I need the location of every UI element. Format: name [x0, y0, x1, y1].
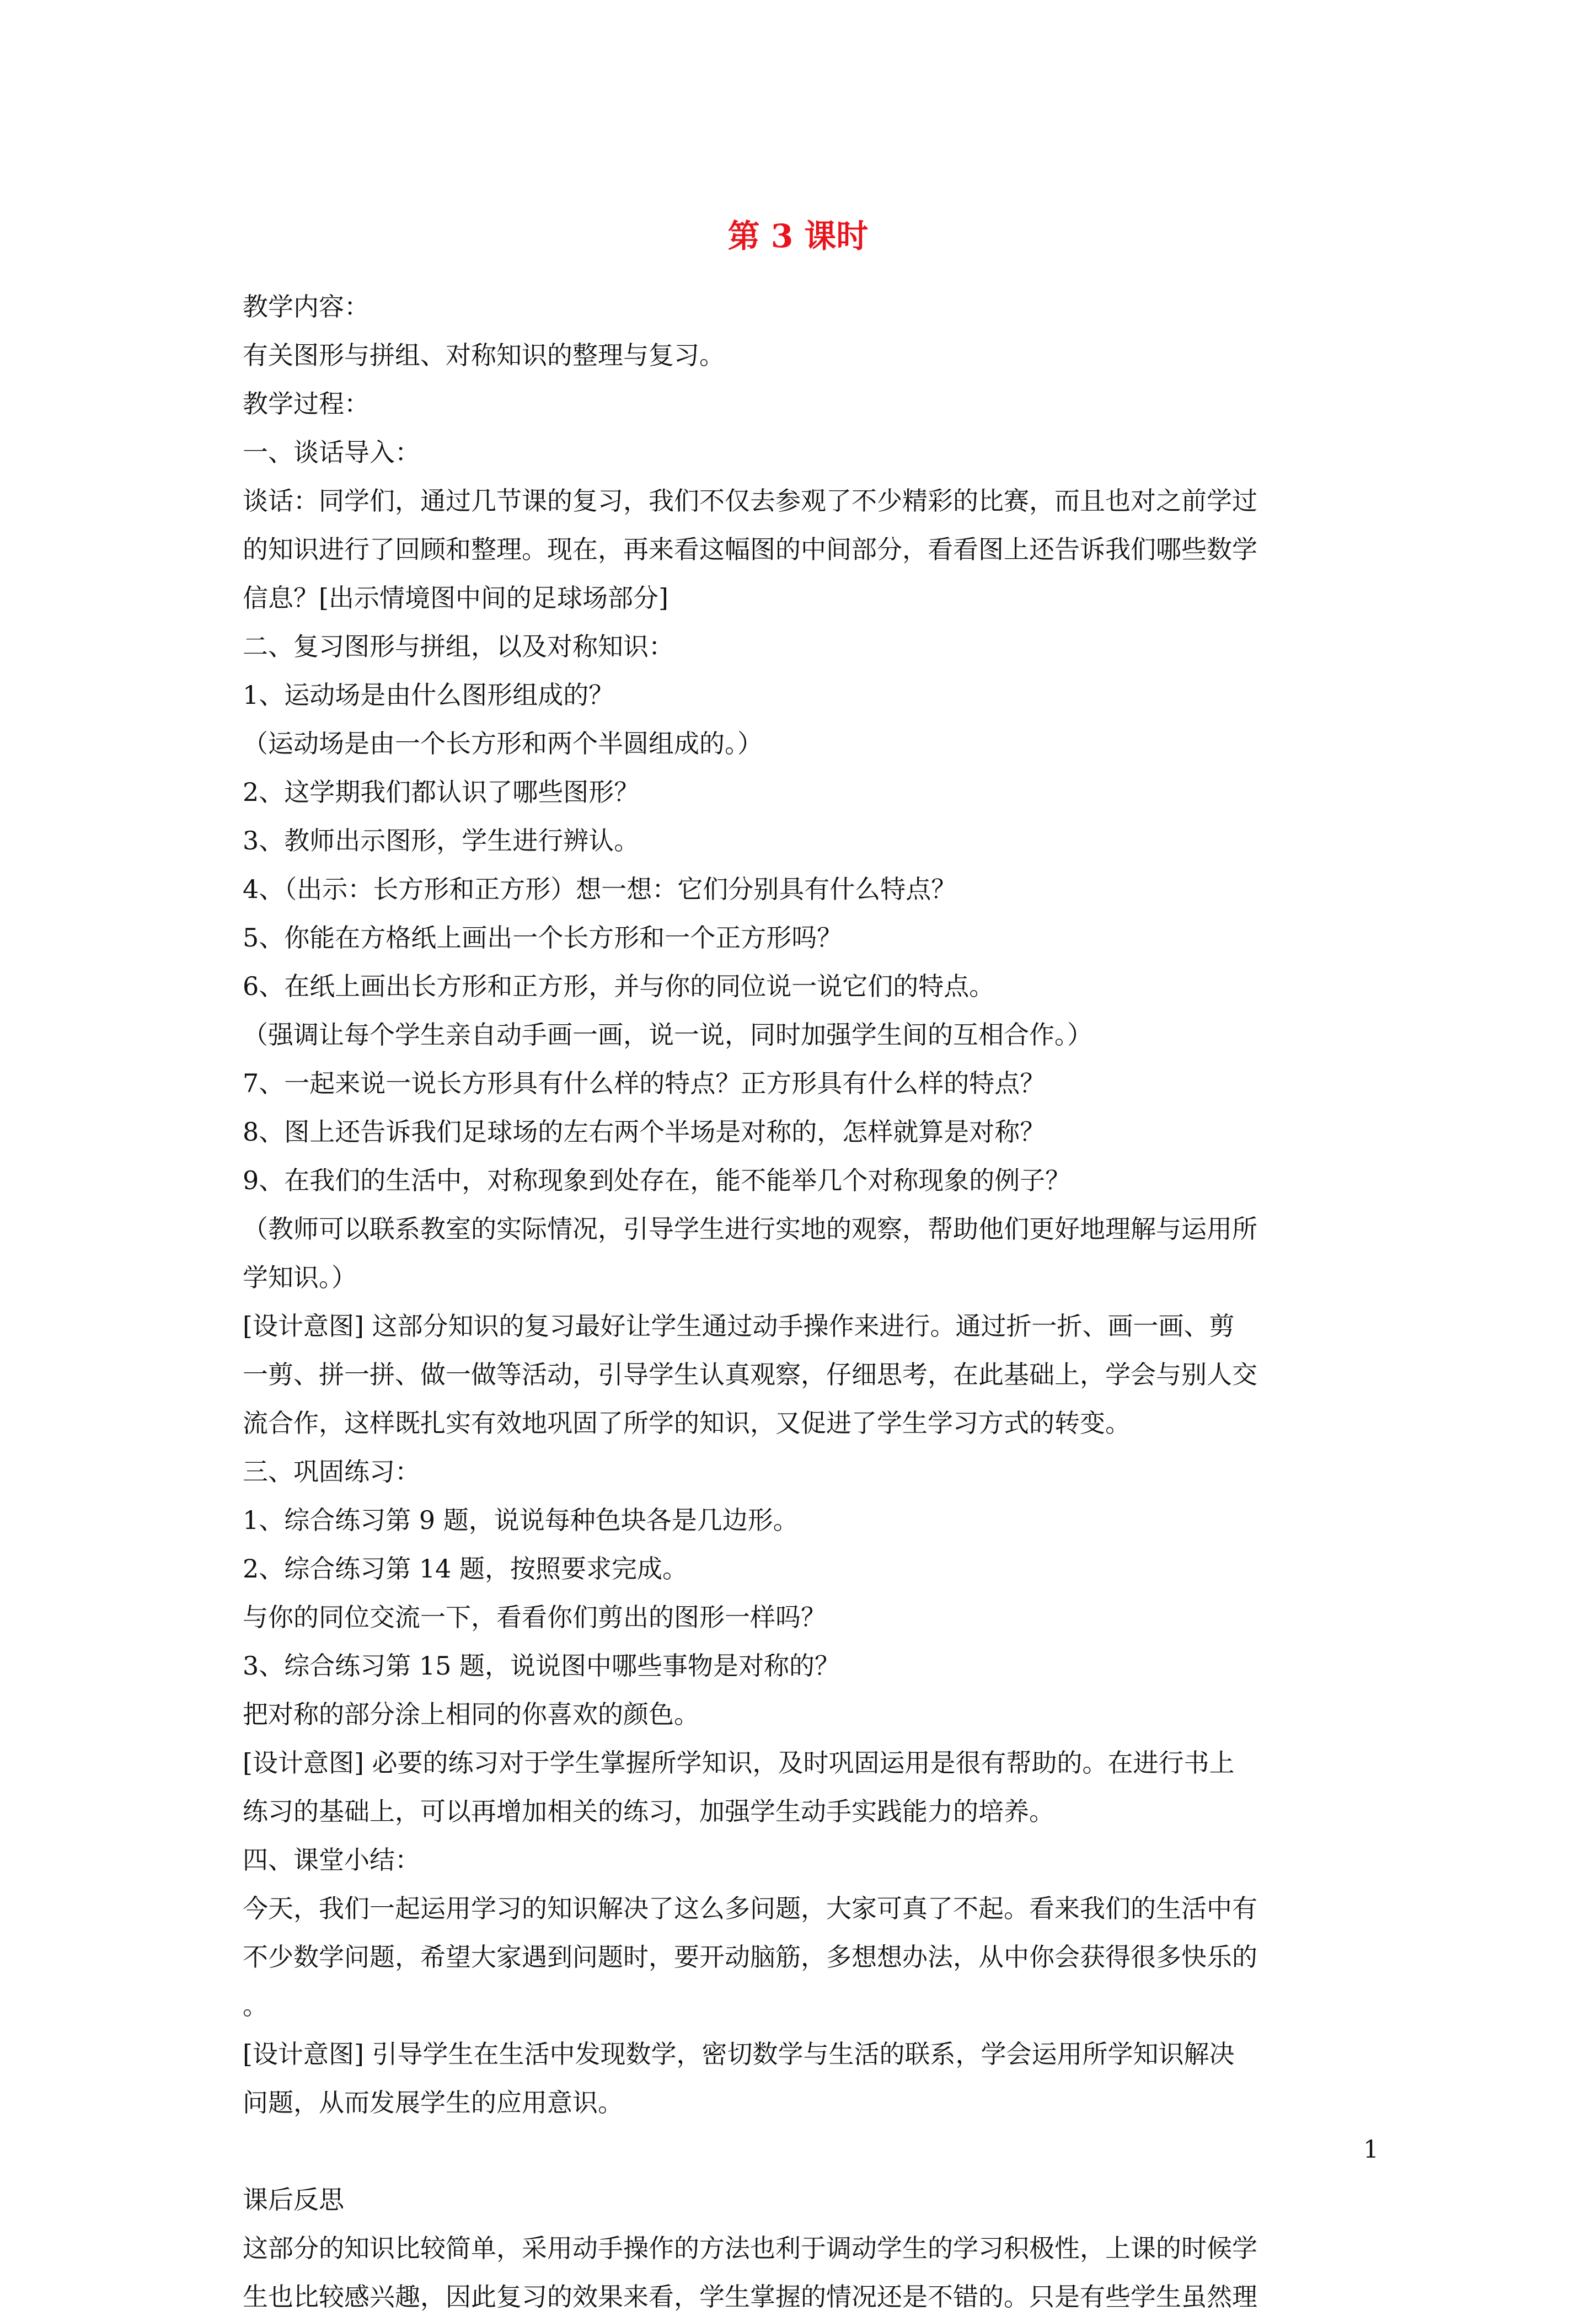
- list-item: 7、一起来说一说长方形具有什么样的特点？正方形具有什么样的特点？: [243, 1068, 1046, 1098]
- paragraph-line: 生也比较感兴趣，因此复习的效果来看，学生掌握的情况还是不错的。只是有些学生虽然理: [243, 2282, 1257, 2312]
- list-item: 1、综合练习第 9 题，说说每种色块各是几边形。: [243, 1505, 799, 1535]
- list-item: 9、在我们的生活中，对称现象到处存在，能不能举几个对称现象的例子？: [243, 1165, 1071, 1195]
- paragraph-line: 不少数学问题，希望大家遇到问题时，要开动脑筋，多想想办法，从中你会获得很多快乐的: [243, 1942, 1257, 1972]
- paragraph-line: 的知识进行了回顾和整理。现在，再来看这幅图的中间部分，看看图上还告诉我们哪些数学: [243, 534, 1257, 564]
- list-item: 2、这学期我们都认识了哪些图形？: [243, 777, 640, 807]
- design-intent-line: [设计意图] 必要的练习对于学生掌握所学知识，及时巩固运用是很有帮助的。在进行书上: [243, 1748, 1235, 1778]
- heading-practice: 三、巩固练习：: [243, 1457, 420, 1486]
- design-intent-line: 一剪、拼一拼、做一做等活动，引导学生认真观察，仔细思考，在此基础上，学会与别人交: [243, 1360, 1257, 1389]
- design-intent-line: [设计意图] 引导学生在生活中发现数学，密切数学与生活的联系，学会运用所学知识解决: [243, 2039, 1235, 2069]
- paragraph-line: 这部分的知识比较简单，采用动手操作的方法也利于调动学生的学习积极性，上课的时候学: [243, 2233, 1257, 2263]
- blank-line: [243, 2127, 1373, 2175]
- paragraph-line: 。: [243, 1991, 268, 2020]
- design-intent-line: 问题，从而发展学生的应用意识。: [243, 2088, 623, 2117]
- list-item: 8、图上还告诉我们足球场的左右两个半场是对称的，怎样就算是对称？: [243, 1117, 1046, 1147]
- paragraph-line: 今天，我们一起运用学习的知识解决了这么多问题，大家可真了不起。看来我们的生活中有: [243, 1894, 1257, 1923]
- lesson-title: 第 3 课时: [727, 217, 869, 255]
- list-item: 3、综合练习第 15 题，说说图中哪些事物是对称的？: [243, 1651, 840, 1681]
- design-intent-line: 流合作，这样既扎实有效地巩固了所学的知识，又促进了学生学习方式的转变。: [243, 1408, 1131, 1438]
- list-note: （强调让每个学生亲自动手画一画，说一说，同时加强学生间的互相合作。）: [243, 1020, 1092, 1050]
- list-item: 4、（出示：长方形和正方形）想一想：它们分别具有什么特点？: [243, 874, 957, 904]
- list-item: 3、教师出示图形，学生进行辨认。: [243, 826, 640, 855]
- heading-review: 二、复习图形与拼组，以及对称知识：: [243, 632, 674, 661]
- design-intent-line: 练习的基础上，可以再增加相关的练习，加强学生动手实践能力的培养。: [243, 1796, 1054, 1826]
- heading-intro: 一、谈话导入：: [243, 437, 420, 467]
- list-note: 学知识。）: [243, 1263, 357, 1292]
- list-item: 2、综合练习第 14 题，按照要求完成。: [243, 1554, 688, 1584]
- content-text: 有关图形与拼组、对称知识的整理与复习。: [243, 340, 725, 370]
- list-note: （运动场是由一个长方形和两个半圆组成的。）: [243, 729, 763, 758]
- list-item: 6、在纸上画出长方形和正方形，并与你的同位说一说它们的特点。: [243, 971, 995, 1001]
- paragraph-line: 谈话：同学们，通过几节课的复习，我们不仅去参观了不少精彩的比赛，而且也对之前学过: [243, 486, 1257, 516]
- lesson-body: [243, 282, 1373, 2321]
- section-label-content: 教学内容：: [243, 292, 369, 322]
- list-item: 5、你能在方格纸上画出一个长方形和一个正方形吗？: [243, 923, 843, 953]
- heading-reflection: 课后反思: [243, 2185, 344, 2215]
- paragraph-line: 与你的同位交流一下，看看你们剪出的图形一样吗？: [243, 1602, 826, 1632]
- paragraph-line: 信息？[出示情境图中间的足球场部分]: [243, 583, 668, 613]
- list-note: （教师可以联系教室的实际情况，引导学生进行实地的观察，帮助他们更好地理解与运用所: [243, 1214, 1257, 1244]
- paragraph-line: 把对称的部分涂上相同的你喜欢的颜色。: [243, 1699, 699, 1729]
- design-intent-line: [设计意图] 这部分知识的复习最好让学生通过动手操作来进行。通过折一折、画一画、剪: [243, 1311, 1235, 1341]
- heading-summary: 四、课堂小结：: [243, 1845, 420, 1875]
- list-item: 1、运动场是由什么图形组成的？: [243, 680, 614, 710]
- section-label-process: 教学过程：: [243, 389, 369, 419]
- page-number: 1: [1363, 2136, 1379, 2164]
